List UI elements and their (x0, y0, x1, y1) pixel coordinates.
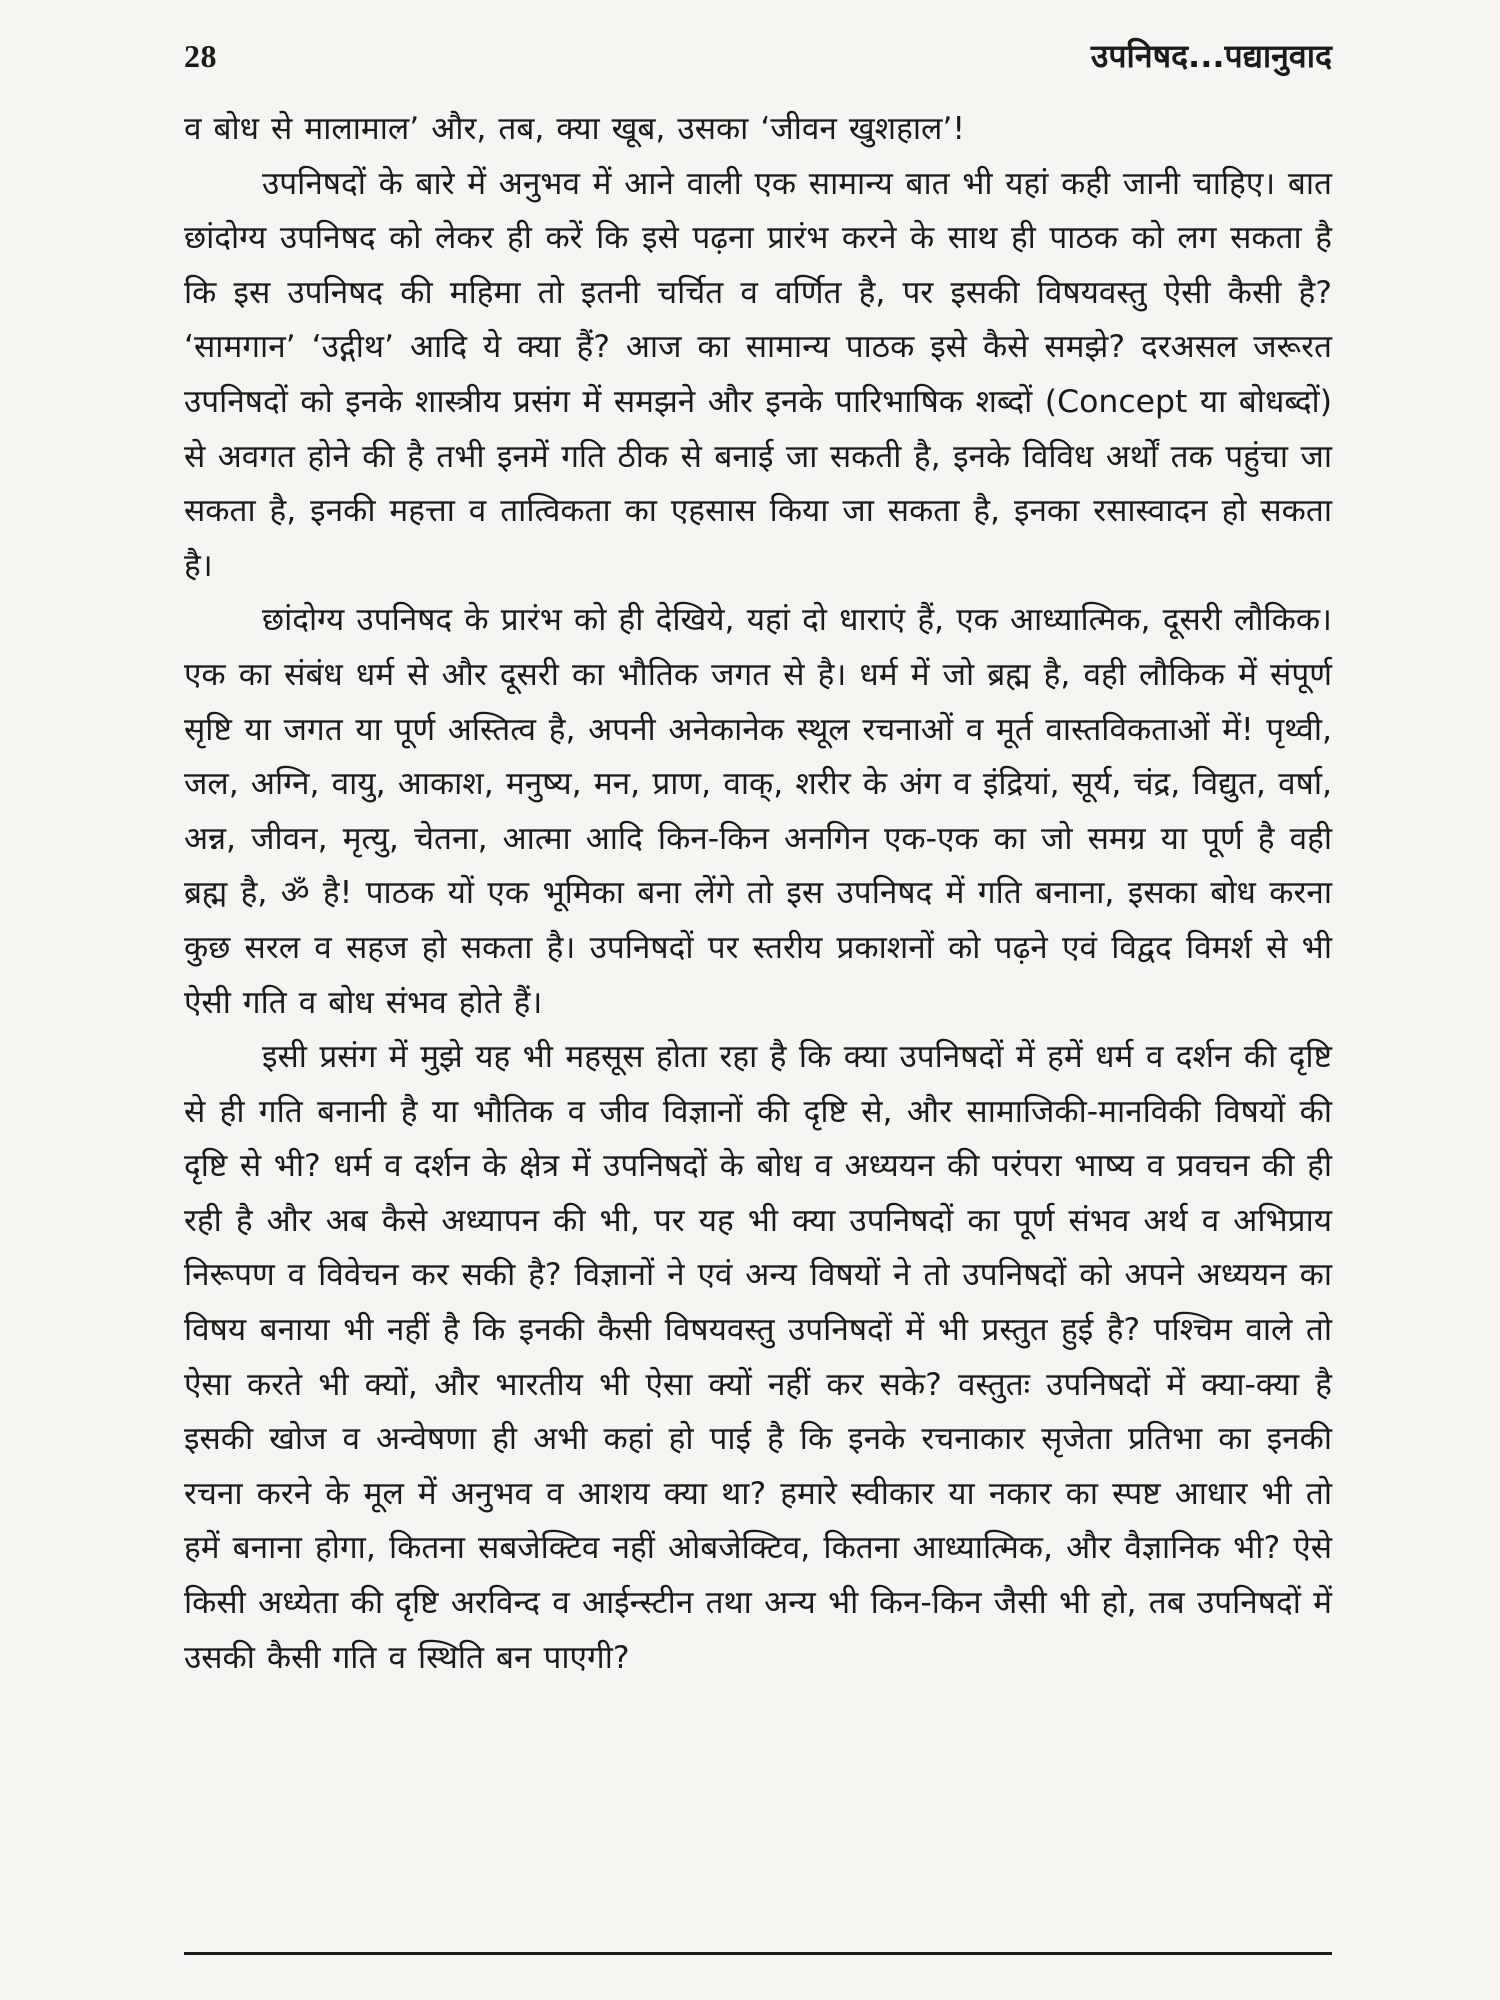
body-text (184, 102, 1332, 1685)
paragraph: उपनिषदों के बारे में अनुभव में आने वाली एक सामान्य बात भी यहां कही जानी चाहिए। बात छांदोग्य उपनिषद को लेकर ही करें कि इसे पढ़ना प्रारंभ करने के साथ ही पाठक को लग सकता है कि इस उपनिषद की महिमा तो इतनी चर्चित व वर्णित है, पर इसकी विषयवस्तु ऐसी कैसी है? ‘सामगान’ ‘उद्गीथ’ आदि ये क्या हैं? आज का सामान्य पाठक इसे कैसे समझे? दरअसल जरूरत उपनिषदों को इनके शास्त्रीय प्रसंग में समझने और इनके पारिभाषिक शब्दों (Concept या बोधब्दों) से अवगत होने की है तभी इनमें गति ठीक से बनाई जा सकती है, इनके विविध अर्थों तक पहुंचा जा सकता है, इनकी महत्ता व तात्विकता का एहसास किया जा सकता है, इनका रसास्वादन हो सकता है। (184, 165, 1332, 584)
page-header (184, 34, 1332, 96)
paragraph-continued: व बोध से मालामाल’ और, तब, क्या खूब, उसका ‘जीवन खुशहाल’! (184, 111, 965, 147)
page-number: 28 (184, 38, 217, 74)
paragraph: छांदोग्य उपनिषद के प्रारंभ को ही देखिये, यहां दो धाराएं हैं, एक आध्यात्मिक, दूसरी लौकिक। एक का संबंध धर्म से और दूसरी का भौतिक जगत से है। धर्म में जो ब्रह्म है, वही लौकिक में संपूर्ण सृष्टि या जगत या पूर्ण अस्तित्व है, अपनी अनेकानेक स्थूल रचनाओं व मूर्त वास्तविकताओं में! पृथ्वी, जल, अग्नि, वायु, आकाश, मनुष्य, मन, प्राण, वाक्, शरीर के अंग व इंद्रियां, सूर्य, चंद्र, विद्युत, वर्षा, अन्न, जीवन, मृत्यु, चेतना, आत्मा आदि किन-किन अनगिन एक-एक का जो समग्र या पूर्ण है वही ब्रह्म है, ॐ है! पाठक यों एक भूमिका बना लेंगे तो इस उपनिषद में गति बनाना, इसका बोध करना कुछ सरल व सहज हो सकता है। उपनिषदों पर स्तरीय प्रकाशनों को पढ़ने एवं विद्वद विमर्श से भी ऐसी गति व बोध संभव होते हैं। (184, 602, 1332, 1021)
paragraph: इसी प्रसंग में मुझे यह भी महसूस होता रहा है कि क्या उपनिषदों में हमें धर्म व दर्शन की दृष्टि से ही गति बनानी है या भौतिक व जीव विज्ञानों की दृष्टि से, और सामाजिकी-मानविकी विषयों की दृष्टि से भी? धर्म व दर्शन के क्षेत्र में उपनिषदों के बोध व अध्ययन की परंपरा भाष्य व प्रवचन की ही रही है और अब कैसे अध्यापन की भी, पर यह भी क्या उपनिषदों का पूर्ण संभव अर्थ व अभिप्राय निरूपण व विवेचन कर सकी है? विज्ञानों ने एवं अन्य विषयों ने तो उपनिषदों को अपने अध्ययन का विषय बनाया भी नहीं है कि इनकी कैसी विषयवस्तु उपनिषदों में भी प्रस्तुत हुई है? पश्चिम वाले तो ऐसा करते भी क्यों, और भारतीय भी ऐसा क्यों नहीं कर सके? वस्तुतः उपनिषदों में क्या-क्या है इसकी खोज व अन्वेषणा ही अभी कहां हो पाई है कि इनके रचनाकार सृजेता प्रतिभा का इनकी रचना करने के मूल में अनुभव व आशय क्या था? हमारे स्वीकार या नकार का स्पष्ट आधार भी तो हमें बनाना होगा, कितना सबजेक्टिव नहीं ओबजेक्टिव, कितना आध्यात्मिक, और वैज्ञानिक भी? ऐसे किसी अध्येता की दृष्टि अरविन्द व आईन्स्टीन तथा अन्य भी किन-किन जैसी भी हो, तब उपनिषदों में उसकी कैसी गति व स्थिति बन पाएगी? (184, 1039, 1332, 1676)
running-title: उपनिषद...पद्यानुवाद (1090, 37, 1332, 75)
footer-rule (184, 1952, 1332, 1955)
